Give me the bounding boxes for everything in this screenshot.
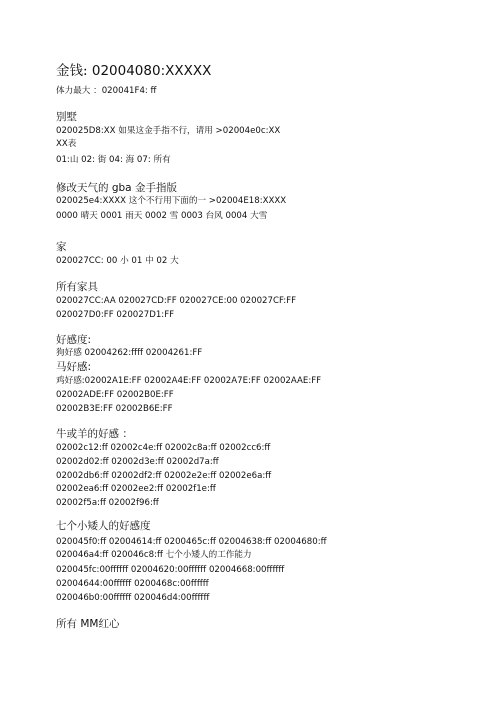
section-heading: 牛或羊的好感 ： — [56, 428, 133, 440]
text-line: 鸡好感:02002A1E:FF 02002A4E:FF 02002A7E:FF 02002AAE:FF — [56, 376, 322, 386]
text-line: 020045fc:00ffffff 02004620:00ffffff 02004668:00ffffff — [56, 565, 285, 575]
title-code: 02004080:XXXXX — [87, 63, 212, 79]
section-heading: 所有 MM红心 — [56, 618, 120, 630]
text-line: 020025e4:XXXX 这个不行用下面的一 >02004E18:XXXX — [56, 196, 287, 206]
section-heading: 七个小矮人的好感度 — [56, 520, 151, 532]
text-line: 02002f5a:ff 02002f96:ff — [56, 498, 159, 508]
text-line: 02002c12:ff 02002c4e:ff 02002c8a:ff 02002cc6:ff — [56, 443, 271, 453]
section-heading: 修改天气的 gba 金手指版 — [56, 182, 177, 194]
section-heading: 马好感: — [56, 361, 92, 373]
section-heading: 所有家具 — [56, 281, 98, 293]
section-heading: 家 — [56, 241, 67, 253]
text-line: 02002d02:ff 02002d3e:ff 02002d7a:ff — [56, 457, 219, 467]
text-line: 02002ea6:ff 02002ee2:ff 02002f1e:ff — [56, 484, 216, 494]
text-line: 体力最大 ：020041F4: ff — [56, 86, 157, 96]
text-line: XX表 — [56, 139, 77, 149]
text-line: 01:山 02: 街 04: 海 07: 所有 — [56, 155, 171, 165]
text-line: 020046a4:ff 020046c8:ff 七个小矮人的工作能力 — [56, 550, 252, 560]
text-line: 狗好感 02004262:ffff 02004261:FF — [56, 348, 203, 358]
text-line: 020027D0:FF 020027D1:FF — [56, 310, 175, 320]
text-line: 020027CC:AA 020027CD:FF 020027CE:00 020027CF:FF — [56, 296, 297, 306]
text-line: 020045f0:ff 02004614:ff 0200465c:ff 02004638:ff 02004680:ff — [56, 537, 327, 547]
text-line: 02002db6:ff 02002df2:ff 02002e2e:ff 02002e6a:ff — [56, 471, 272, 481]
text-line: 02002B3E:FF 02002B6E:FF — [56, 404, 173, 414]
text-line: 0000 晴天 0001 雨天 0002 雪 0003 台风 0004 大雪 — [56, 211, 268, 221]
section-heading: 别墅 — [56, 111, 77, 123]
title-label: 金钱: — [56, 63, 88, 79]
section-heading: 好感度: — [56, 334, 92, 346]
title-line — [56, 65, 211, 79]
text-line: 02002ADE:FF 02002B0E:FF — [56, 390, 174, 400]
text-line: 020046b0:00ffffff 020046d4:00ffffff — [56, 593, 210, 603]
text-line: 02004644:00ffffff 0200468c:00ffffff — [56, 579, 209, 589]
text-line: 020025D8:XX 如果这金手指不行，请用 >02004e0c:XX — [56, 126, 281, 136]
text-line: 020027CC: 00 小 01 中 02 大 — [56, 256, 179, 266]
